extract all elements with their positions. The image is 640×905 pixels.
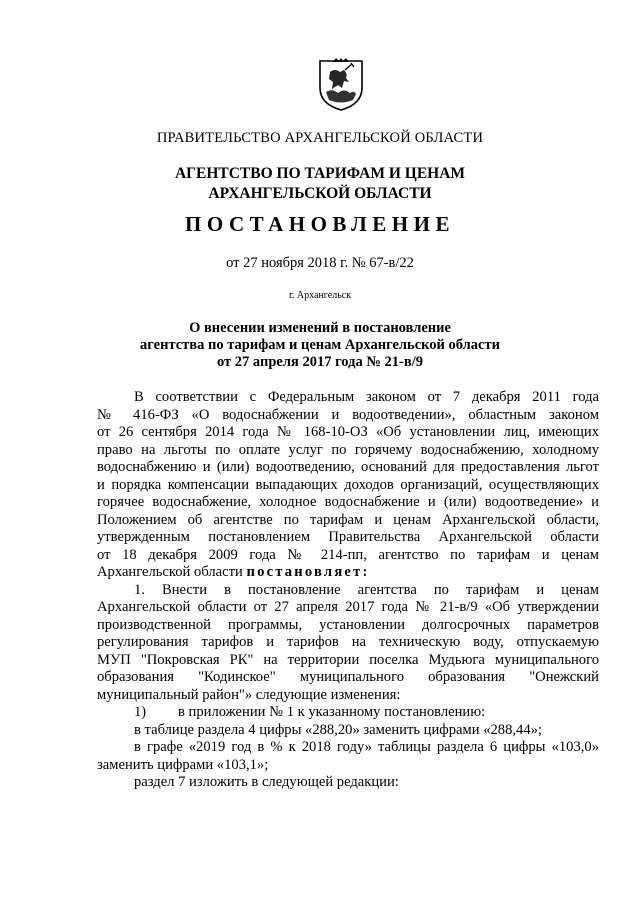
date-and-number: от 27 ноября 2018 г. № 67-в/22	[226, 255, 414, 271]
change-line: в графе «2019 год в % к 2018 году» таблицы раздела 6 цифры «103,0»	[134, 739, 599, 755]
item-line: муниципальный район"» следующие изменения:	[97, 686, 401, 703]
body-line: утвержденным постановлением Правительства Архангельской области	[97, 529, 599, 545]
subitem-text: в приложении № 1 к указанному постановлению:	[178, 704, 486, 720]
item-line: Архангельской области от 27 апреля 2017 года № 21-в/9 «Об утверждении	[97, 599, 599, 615]
body-line: и порядка компенсации выпадающих доходов организаций, осуществляющих	[97, 476, 599, 493]
change-line: заменить цифрами «103,1»;	[97, 756, 269, 773]
document-body	[97, 389, 599, 792]
title-line: агентства по тарифам и ценам Архангельской области	[140, 337, 500, 353]
item-line: образования "Кодинское" муниципального образования "Онежский	[97, 669, 599, 685]
title-line: О внесении изменений в постановление	[189, 320, 451, 336]
body-line: от 18 декабря 2009 года № 214-пп, агентство по тарифам и ценам	[97, 546, 599, 563]
document-type: ПОСТАНОВЛЕНИЕ	[185, 212, 455, 236]
body-line: водоснабжению и (или) водоотведению, оснований для предоставления льгот	[97, 459, 599, 475]
agency-name	[0, 164, 640, 204]
item-line: 1. Внести в постановление агентства по тарифам и ценам	[134, 581, 599, 598]
item-line: регулирования тарифов и тарифов на техническую воду, отпускаемую	[97, 634, 599, 650]
decree-word: постановляет:	[246, 564, 370, 580]
government-name: ПРАВИТЕЛЬСТВО АРХАНГЕЛЬСКОЙ ОБЛАСТИ	[156, 130, 484, 146]
agency-name-line: АРХАНГЕЛЬСКОЙ ОБЛАСТИ	[208, 185, 432, 202]
body-line: горячее водоснабжение, холодное водоснабжение и (или) водоотведение» и	[97, 494, 599, 510]
agency-name-line: АГЕНТСТВО ПО ТАРИФАМ И ЦЕНАМ	[174, 165, 466, 182]
body-line: № 416-ФЗ «О водоснабжении и водоотведении», областным законом	[97, 406, 599, 423]
item-line: производственной программы, установлении долгосрочных параметров	[97, 616, 599, 633]
title-line: от 27 апреля 2017 года № 21-в/9	[217, 354, 423, 370]
change-line: в таблице раздела 4 цифры «288,20» заменить цифрами «288,44»;	[134, 721, 542, 738]
subitem-number: 1)	[134, 704, 147, 720]
body-line: Положением об агентстве по тарифам и ценам Архангельской области,	[97, 511, 599, 528]
document-title	[0, 320, 640, 371]
body-line: от 26 сентября 2014 года № 168-10-ОЗ «Об установлении лиц, имеющих	[97, 424, 599, 440]
city: г. Архангельск	[288, 290, 352, 301]
decree-line	[97, 564, 599, 582]
subitem-line	[97, 704, 599, 722]
body-line: право на льготы по оплате услуг по горячему водоснабжению, холодному	[97, 441, 599, 458]
decree-prefix: Архангельской области	[97, 564, 243, 580]
change-line: раздел 7 изложить в следующей редакции:	[134, 774, 399, 790]
coat-of-arms-icon	[318, 58, 364, 112]
item-line: МУП "Покровская РК" на территории поселка Мудьюга муниципального	[97, 651, 599, 668]
body-line: В соответствии с Федеральным законом от 7 декабря 2011 года	[134, 389, 599, 405]
